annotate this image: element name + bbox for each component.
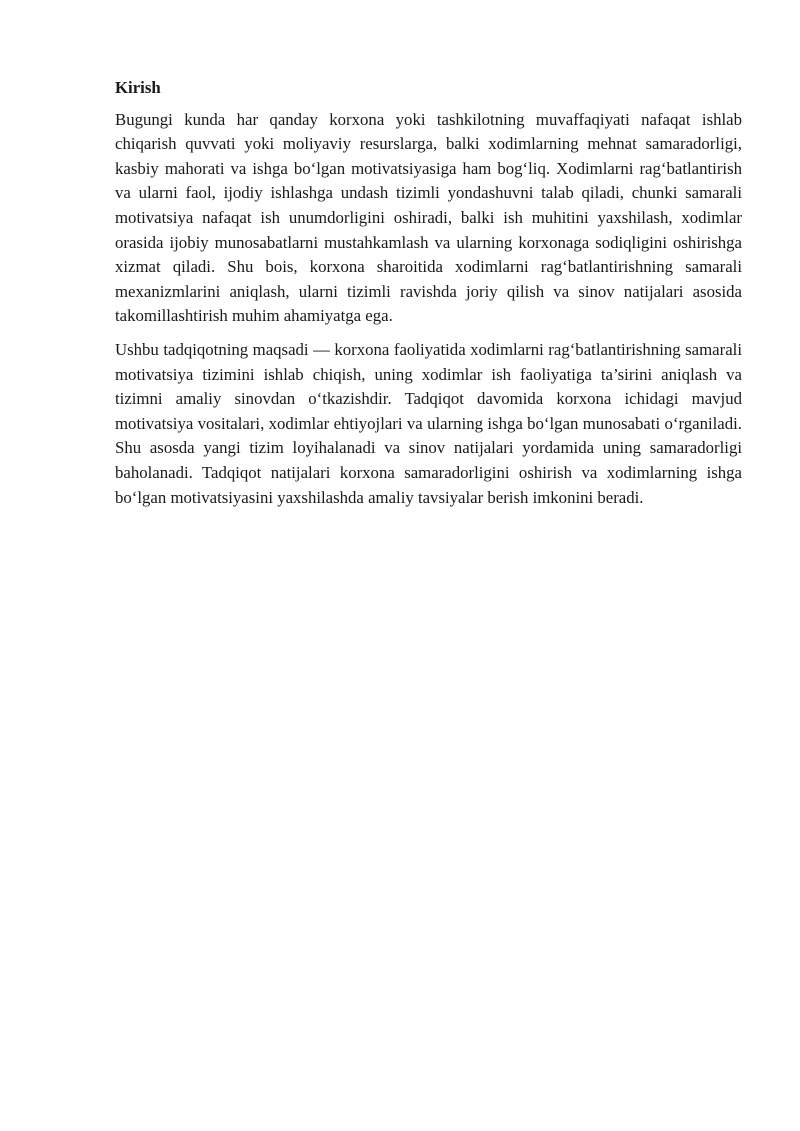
paragraph-intro: Bugungi kunda har qanday korxona yoki tashkilotning muvaffaqiyati nafaqat ishlab chiqarish quvvati yoki moliyaviy resurslarga, balki xodimlarning mehnat samaradorligi, kasbiy mahorati va ishga bo‘lgan motivatsiyasiga ham bog‘liq. Xodimlarni rag‘batlantirish va ularni faol, ijodiy ishlashga undash tizimli yondashuvni talab qiladi, chunki samarali motivatsiya nafaqat ish unumdorligini oshiradi, balki ish muhitini yaxshilash, xodimlar orasida ijobiy munosabatlarni mustahkamlash va ularning korxonaga sodiqligini oshirishga xizmat qiladi. Shu bois, korxona sharoitida xodimlarni rag‘batlantirishning samarali mexanizmlarini aniqlash, ularni tizimli ravishda joriy qilish va sinov natijalari asosida takomillashtirish muhim ahamiyatga ega. bbox=[115, 109, 742, 326]
paragraph-goal: Ushbu tadqiqotning maqsadi — korxona faoliyatida xodimlarni rag‘batlantirishning samarali motivatsiya tizimini ishlab chiqish, uning xodimlar ish faoliyatiga ta’sirini aniqlash va tizimni amaliy sinovdan o‘tkazishdir. Tadqiqot davomida korxona ichidagi mavjud motivatsiya vositalari, xodimlar ehtiyojlari va ularning ishga bo‘lgan munosabati o‘rganiladi. Shu asosda yangi tizim loyihalanadi va sinov natijalari yordamida uning samaradorligi baholanadi. Tadqiqot natijalari korxona samaradorligini oshirish va xodimlarning ishga bo‘lgan motivatsiyasini yaxshilashda amaliy tavsiyalar berish imkonini beradi. bbox=[115, 339, 742, 507]
section-heading: Kirish bbox=[115, 78, 161, 97]
document-body bbox=[115, 76, 742, 519]
